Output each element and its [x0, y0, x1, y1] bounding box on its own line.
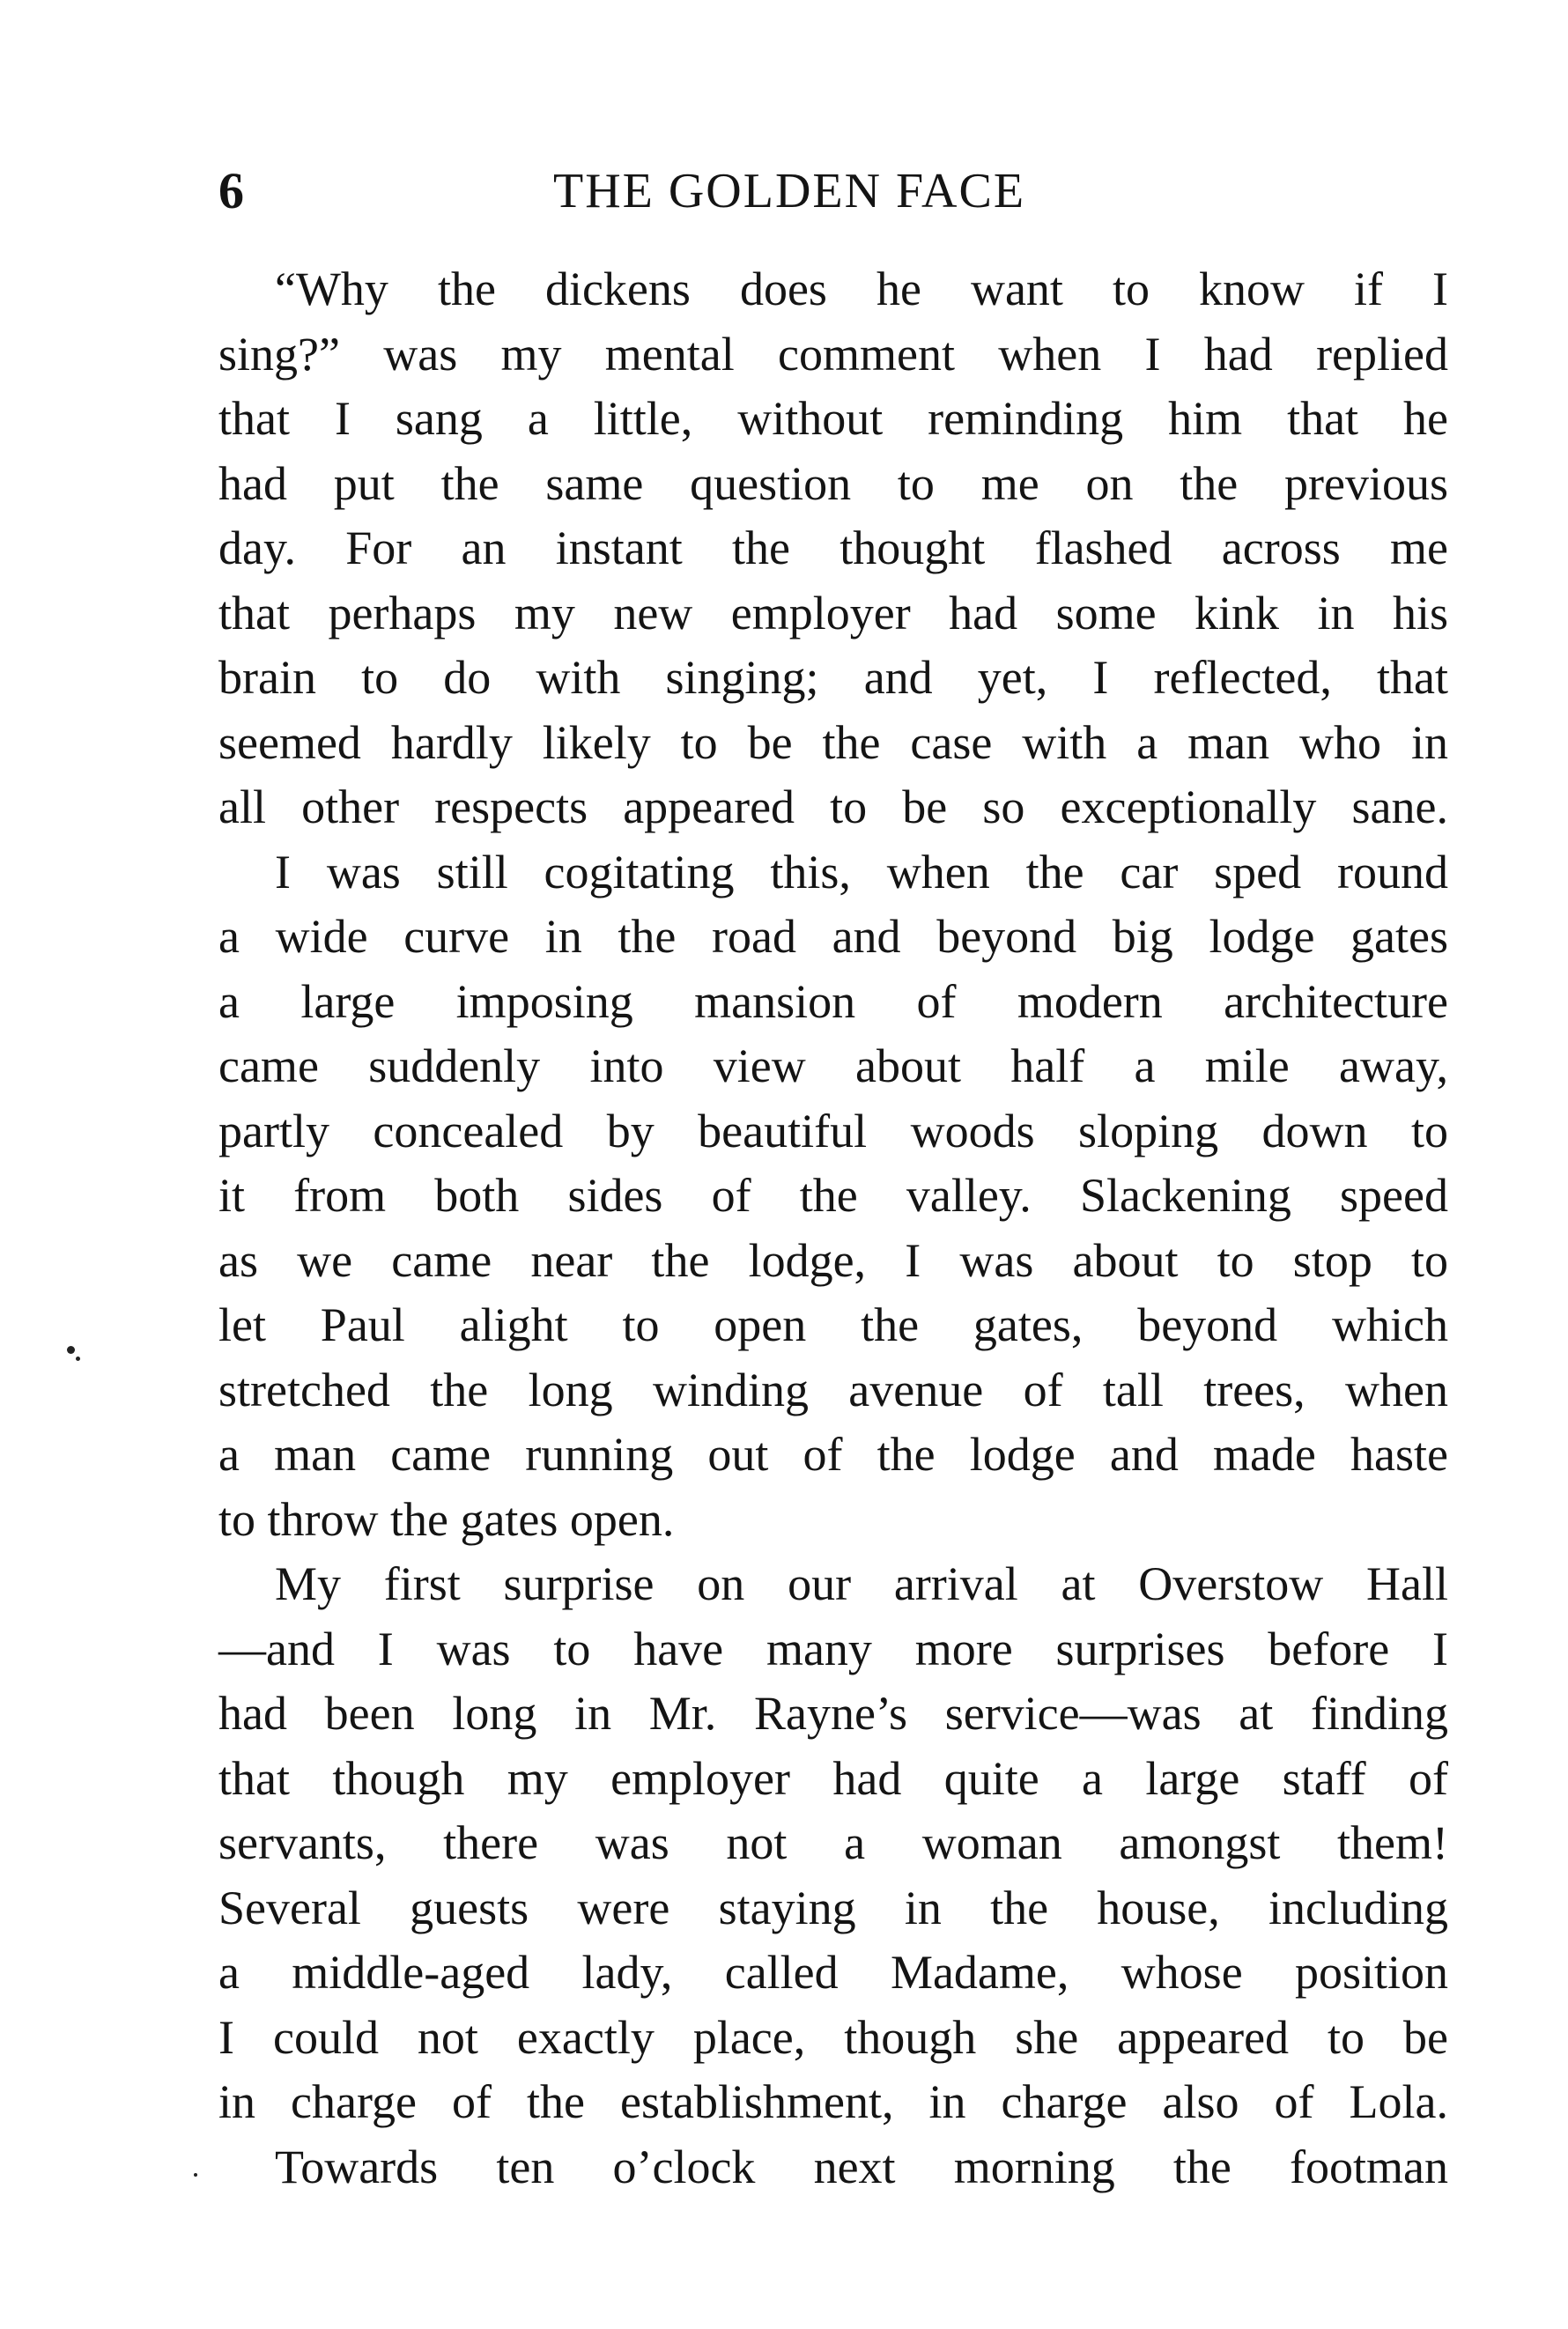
text-line: let Paul alight to open the gates, beyond which	[218, 1298, 1448, 1351]
text-line: that I sang a little, without reminding him that he	[218, 392, 1448, 445]
text-line: a large imposing mansion of modern architecture	[218, 974, 1448, 1028]
text-line: I could not exactly place, though she appeared to be	[218, 2010, 1448, 2064]
text-line: Towards ten o’clock next morning the footman	[275, 2140, 1448, 2193]
text-line: day. For an instant the thought flashed across me	[218, 521, 1448, 574]
text-line: stretched the long winding avenue of tall trees, when	[218, 1363, 1448, 1416]
text-line: came suddenly into view about half a mile away,	[218, 1039, 1448, 1092]
page-number: 6	[218, 162, 244, 219]
text-line: My first surprise on our arrival at Overstow Hall	[275, 1557, 1448, 1610]
scan-speck	[76, 1357, 80, 1361]
text-line: brain to do with singing; and yet, I reflected, that	[218, 651, 1448, 704]
text-line: as we came near the lodge, I was about to stop to	[218, 1233, 1448, 1287]
text-line: Several guests were staying in the house, including	[218, 1881, 1448, 1934]
text-line: in charge of the establishment, in charge also of Lola.	[218, 2075, 1448, 2128]
text-line: sing?” was my mental comment when I had replied	[218, 327, 1448, 381]
text-line: to throw the gates open.	[218, 1492, 675, 1546]
text-line: had put the same question to me on the previous	[218, 456, 1448, 510]
paragraph	[218, 840, 1448, 1553]
text-line: —and I was to have many more surprises before I	[218, 1622, 1448, 1675]
text-line: servants, there was not a woman amongst them!	[218, 1816, 1448, 1869]
text-line: that though my employer had quite a large staff of	[218, 1751, 1448, 1805]
text-line: seemed hardly likely to be the case with a man who in	[218, 715, 1448, 769]
text-line: a wide curve in the road and beyond big lodge gates	[218, 910, 1448, 963]
scan-speck	[67, 1346, 75, 1354]
text-line: partly concealed by beautiful woods sloping down to	[218, 1104, 1448, 1157]
body-text	[218, 257, 1448, 2200]
text-line: had been long in Mr. Rayne’s service—was at finding	[218, 1687, 1448, 1740]
text-line: I was still cogitating this, when the car sped round	[275, 845, 1448, 898]
running-title: THE GOLDEN FACE	[553, 164, 1026, 218]
text-line: a middle-aged lady, called Madame, whose position	[218, 1946, 1448, 1999]
scan-speck	[194, 2173, 197, 2177]
paragraph	[218, 257, 1448, 840]
text-line: a man came running out of the lodge and made haste	[218, 1428, 1448, 1481]
text-line: “Why the dickens does he want to know if I	[275, 262, 1448, 315]
text-line: that perhaps my new employer had some kink in his	[218, 586, 1448, 640]
text-line: it from both sides of the valley. Slackening speed	[218, 1169, 1448, 1222]
text-line: all other respects appeared to be so exceptionally sane.	[218, 780, 1448, 833]
paragraph	[218, 2135, 1448, 2200]
page-header	[218, 152, 1448, 231]
paragraph	[218, 1552, 1448, 2135]
